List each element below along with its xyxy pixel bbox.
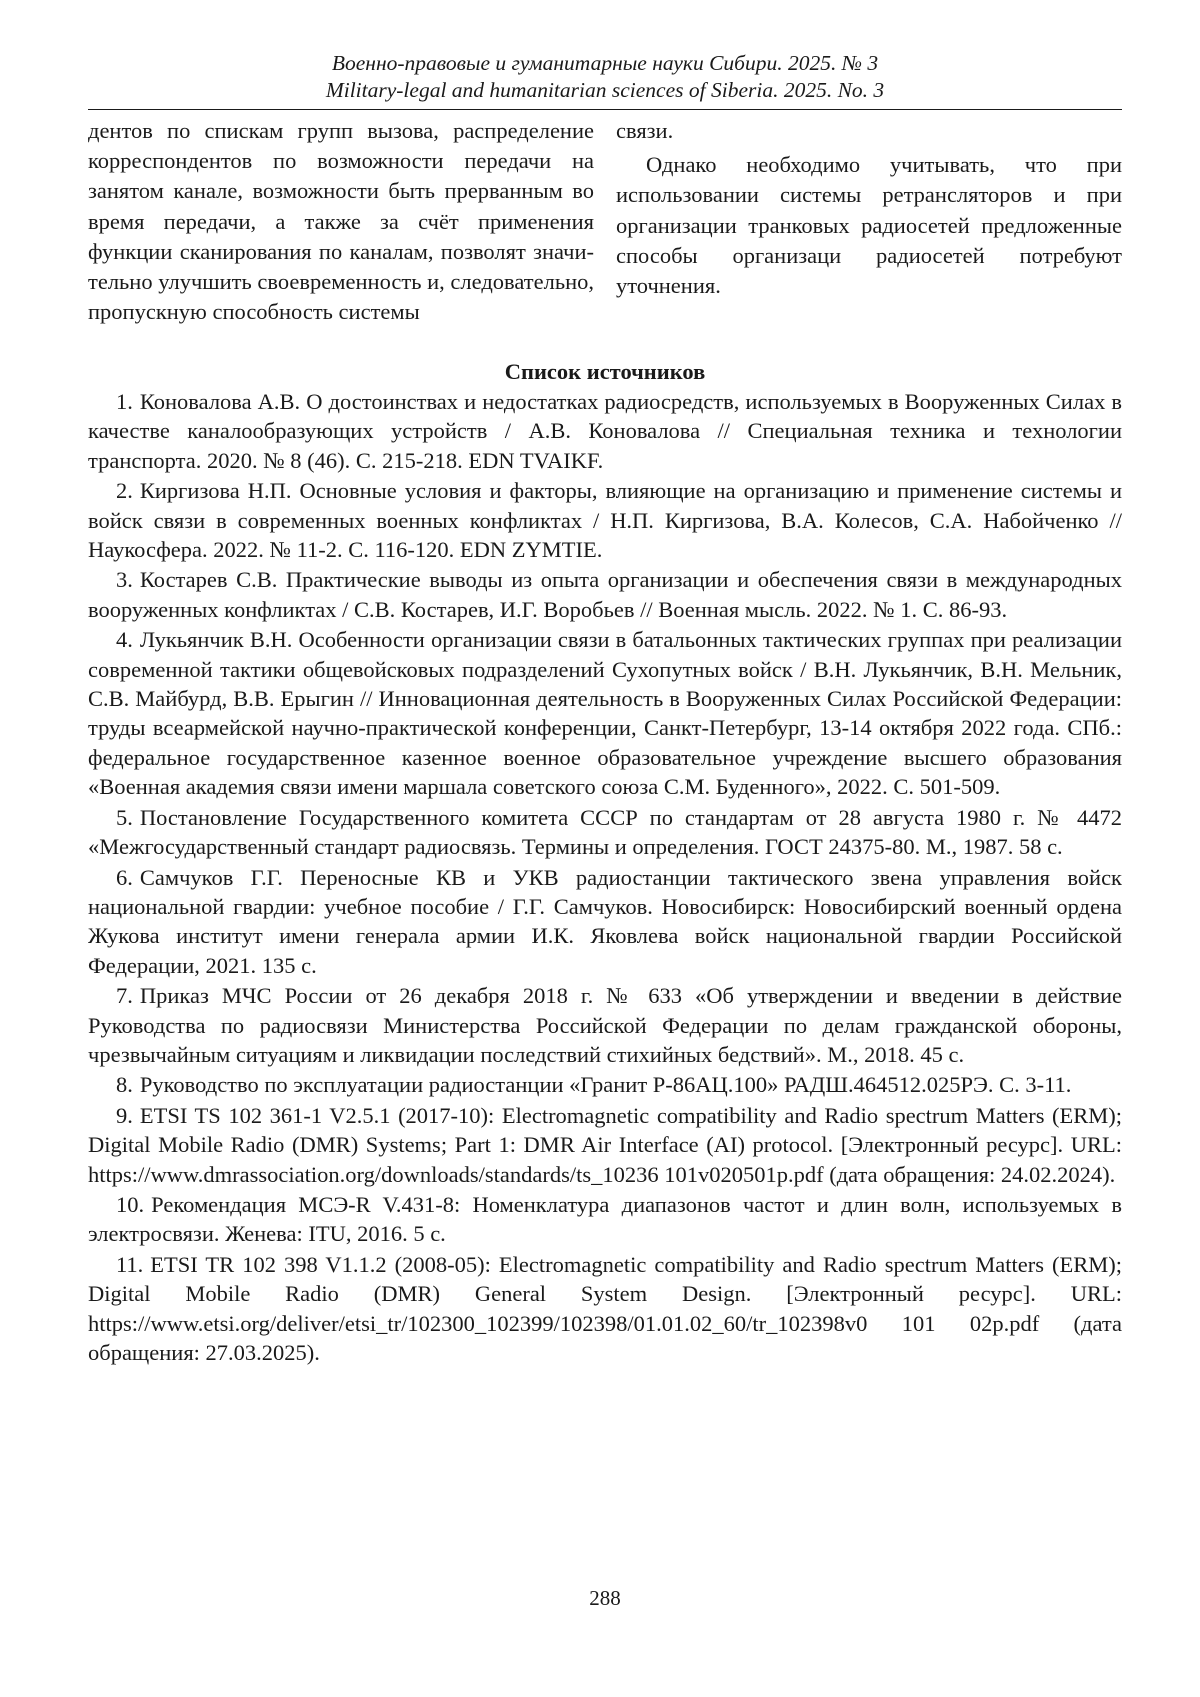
reference-item xyxy=(88,1190,1122,1249)
reference-text: ETSI TS 102 361-1 V2.5.1 (2017-10): Electromagnetic compatibility and Radio spectrum Matters (ERM); Digital Mobile Radio (DMR) Systems; Part 1: DMR Air Interface (AI) protocol. [Электронный ресурс]. URL: https://www.dmrassociation.org/downloads/standards/ts_10236 101v020501p.pdf (дата обращения: 24.02.2024). xyxy=(88,1102,1122,1187)
header-divider xyxy=(88,109,1122,110)
reference-text: Коновалова А.В. О достоинствах и недостатках радиосредств, используемых в Вооруженных Силах в качестве каналообразующих устройств / А.В. Коновалова // Специальная техника и технологии транспорта. 2020. № 8 (46). С. 215-218. EDN TVAIKF. xyxy=(88,389,1122,473)
right-column-paragraph-1: связи. xyxy=(616,118,674,143)
reference-number: 1. xyxy=(116,389,133,414)
journal-title-en: Military-legal and humanitarian sciences of Siberia. 2025. No. 3 xyxy=(325,78,885,102)
reference-item xyxy=(88,1250,1122,1368)
reference-item xyxy=(88,981,1122,1069)
reference-number: 6. xyxy=(116,864,133,890)
reference-item xyxy=(88,625,1122,801)
reference-number: 3. xyxy=(116,567,133,593)
references-title: Список источников xyxy=(504,359,706,384)
page-number: 288 xyxy=(589,1586,621,1610)
reference-item xyxy=(88,1101,1122,1189)
reference-text: Самчуков Г.Г. Переносные КВ и УКВ радиостанции тактического звена управления войск национальной гвардии: учебное пособие / Г.Г. Самчуков. Новосибирск: Новосибирский военный ордена Жукова институт имени генерала армии И.К. Яковлева войск национальной гвардии Российской Федерации, 2021. 135 с. xyxy=(88,864,1122,978)
reference-text: ETSI TR 102 398 V1.1.2 (2008-05): Electromagnetic compatibility and Radio spectrum Matters (ERM); Digital Mobile Radio (DMR) General System Design. [Электронный ресурс]. URL: https://www.etsi.org/deliver/etsi_tr/102300_102399/102398/01.01.02_60/tr_102398v0 101 02p.pdf (дата обращения: 27.03.2025). xyxy=(88,1251,1122,1365)
reference-item xyxy=(88,387,1122,475)
reference-item xyxy=(88,863,1122,981)
reference-text: Постановление Государственного комитета СССР по стандартам от 28 августа 1980 г. № 4472 «Межгосударственный стандарт радиосвязь. Термины и определения. ГОСТ 24375-80. М., 1987. 58 с. xyxy=(88,804,1122,860)
reference-text: Лукьянчик В.Н. Особенности организации связи в батальонных тактических группах при реализации современной тактики общевойсковых подразделений Сухопутных войск / В.Н. Лукьянчик, В.Н. Мельник, С.В. Майбурд, В.В. Ерыгин // Инновационная деятельность в Вооруженных Силах Российской Федерации: труды всеармейской научно-практической конференции, Санкт-Петербург, 13-14 октября 2022 года. СПб.: федеральное государственное казенное военное образовательное учреждение высшего образования «Военная академия связи имени маршала советского союза С.М. Буденного», 2022. С. 501-509. xyxy=(88,627,1122,800)
reference-text: Киргизова Н.П. Основные условия и факторы, влияющие на организацию и применение системы и войск связи в современных военных конфликтах / Н.П. Киргизова, В.А. Колесов, С.А. Набойченко // Наукосфера. 2022. № 11-2. С. 116-120. EDN ZYMTIE. xyxy=(88,478,1122,563)
reference-number: 11. xyxy=(116,1251,144,1277)
reference-item xyxy=(88,1070,1122,1099)
reference-number: 8. xyxy=(116,1072,133,1098)
right-column xyxy=(616,116,1122,301)
left-column-paragraph: дентов по спискам групп вызова, распределение корреспондентов по возможности передачи на занятом канале, возможности быть прерванным во время передачи, а также за счёт применения функции сканирования по каналам, позволят значительно улучшить своевременность и, следовательно, пропускную способность системы xyxy=(88,118,594,325)
reference-text: Костарев С.В. Практические выводы из опыта организации и обеспечения связи в международных вооруженных конфликтах / С.В. Костарев, И.Г. Воробьев // Военная мысль. 2022. № 1. С. 86-93. xyxy=(88,567,1122,622)
journal-title-ru: Военно-правовые и гуманитарные науки Сибири. 2025. № 3 xyxy=(331,51,879,75)
reference-number: 4. xyxy=(116,627,133,653)
reference-item xyxy=(88,565,1122,624)
body-columns xyxy=(88,116,1122,332)
reference-number: 7. xyxy=(116,983,133,1009)
reference-text: Приказ МЧС России от 26 декабря 2018 г. № 633 «Об утверждении и введении в действие Руководства по радиосвязи Министерства Российской Федерации по делам гражданской обороны, чрезвычайным ситуациям и ликвидации последствий стихийных бедствий». М., 2018. 45 с. xyxy=(88,983,1122,1067)
left-column xyxy=(88,116,594,327)
reference-text: Руководство по эксплуатации радиостанции «Гранит Р-86АЦ.100» РАДШ.464512.025РЭ. С. 3-11. xyxy=(139,1072,1072,1098)
reference-item xyxy=(88,476,1122,564)
reference-item xyxy=(88,803,1122,862)
journal-header xyxy=(88,50,1122,104)
references-list xyxy=(88,387,1122,1368)
reference-text: Рекомендация МСЭ-R V.431-8: Номенклатура диапазонов частот и длин волн, используемых в электросвязи. Женева: ITU, 2016. 5 с. xyxy=(88,1191,1122,1247)
reference-number: 9. xyxy=(116,1102,133,1128)
reference-number: 5. xyxy=(116,804,133,830)
reference-number: 2. xyxy=(116,478,133,504)
right-column-paragraph-2: Однако необходимо учитывать, что при использовании системы ретрансляторов и при организации транковых радиосетей предложенные способы организаци радиосетей потребуют уточнения. xyxy=(616,152,1122,299)
reference-number: 10. xyxy=(116,1191,145,1217)
